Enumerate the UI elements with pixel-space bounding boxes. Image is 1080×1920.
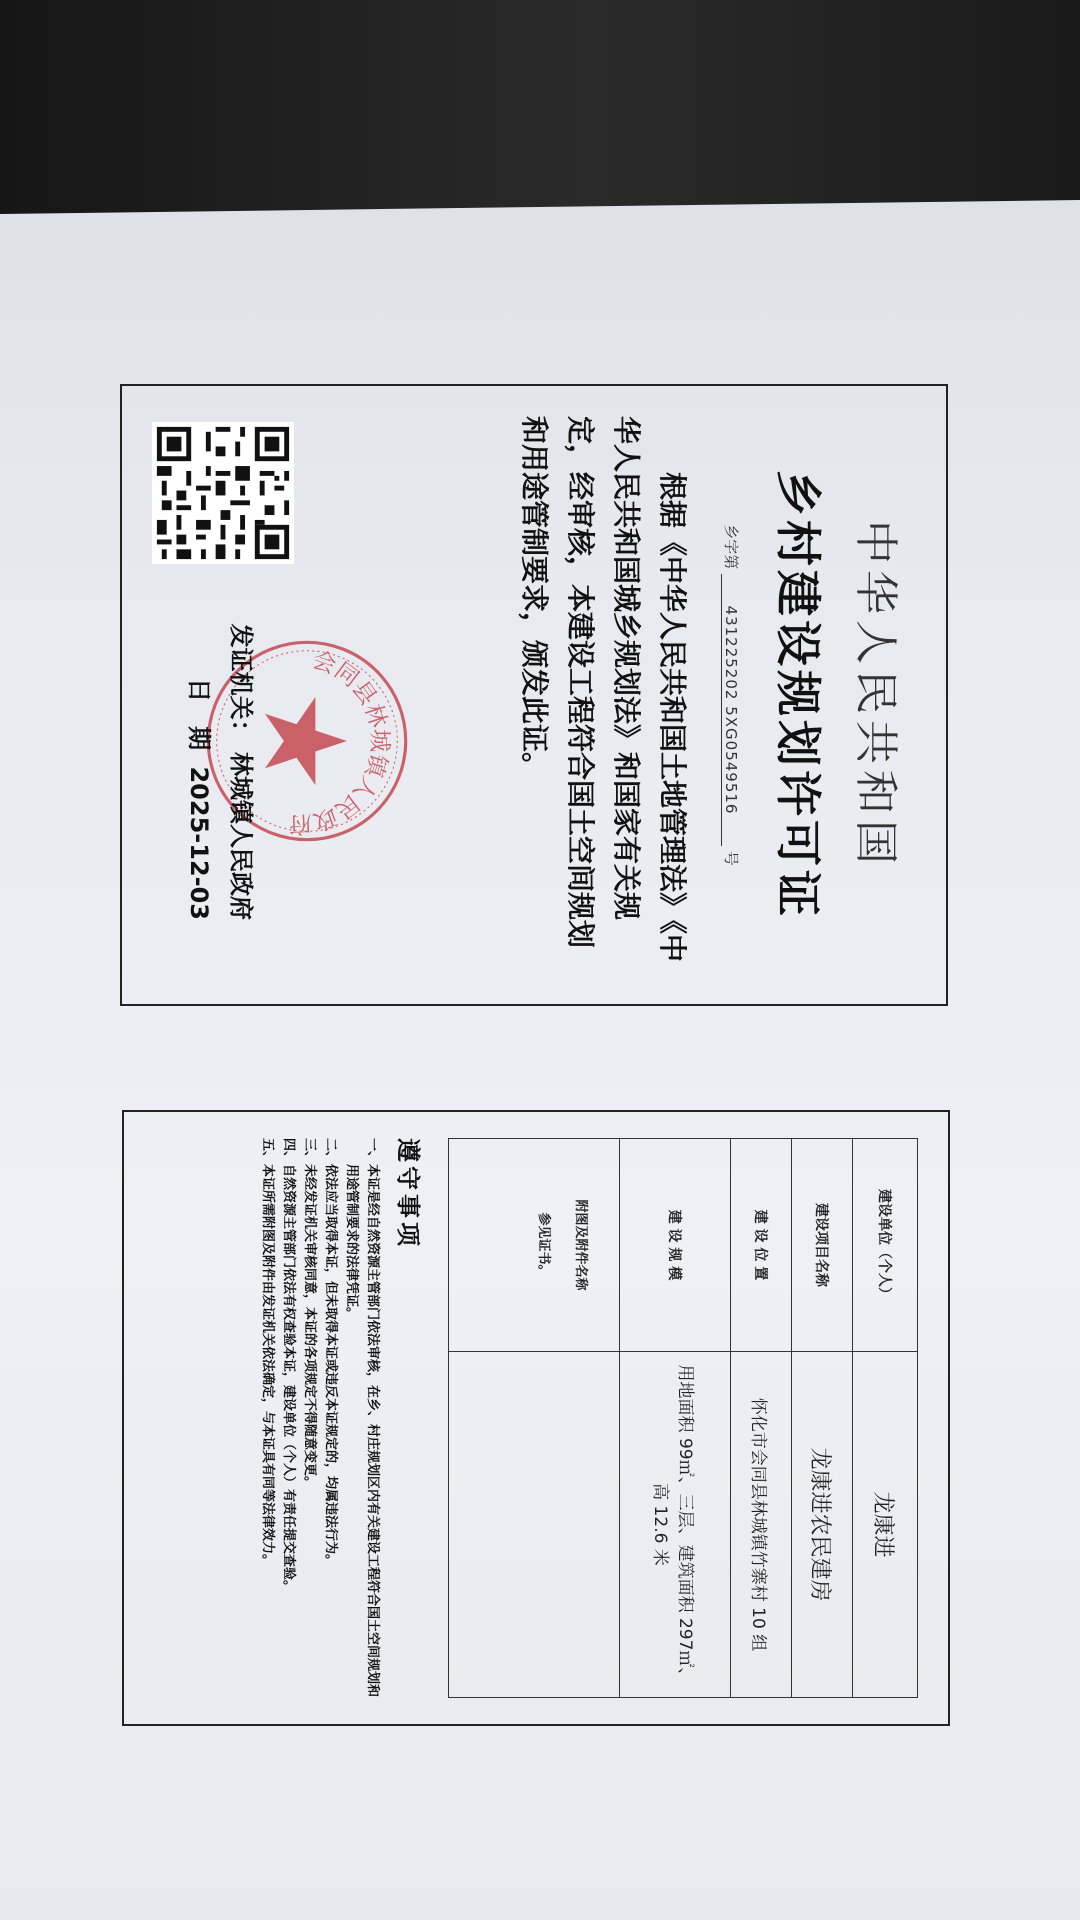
- table-row: [731, 1139, 792, 1698]
- row-value: 龙康进: [853, 1352, 918, 1698]
- list-item: 四、 自然资源主管部门依法有权查验本证，建设单位（个人）有责任提交查验。: [281, 1138, 296, 1594]
- row-label: 建设项目名称: [792, 1139, 853, 1352]
- issuer-line: 发证机关： 林城镇人民政府: [227, 623, 255, 920]
- attachments-label: 附图及附件名称: [573, 1199, 588, 1291]
- issue-date: 2025-12-03: [185, 766, 213, 920]
- list-item: 五、 本证所需附图及附件由发证机关依法确定，与本证具有同等法律效力。: [260, 1138, 275, 1568]
- permit-body-text: 根据《中华人民共和国土地管理法》《中华人民共和国城乡规划法》和国家有关规定，经审核，本建设工程符合国土空间规划和用途管制要求，颁发此证。: [518, 416, 689, 963]
- number-suffix: 号: [722, 850, 740, 866]
- permit-title: 乡村建设规划许可证: [771, 470, 825, 920]
- list-item: 三、 未经发证机关审核同意，本证的各项规定不得随意变更。: [302, 1138, 317, 1490]
- notes-list: [257, 1138, 383, 1698]
- table-row: [853, 1139, 918, 1698]
- table-row: [620, 1139, 731, 1698]
- attachments-value: [449, 1352, 620, 1698]
- row-value: 龙康进农民建房: [792, 1352, 853, 1698]
- details-content: [124, 1112, 948, 1724]
- issuer-label: 发证机关: [227, 623, 255, 720]
- number-value: 431225202 5XG0549516: [721, 574, 740, 846]
- permit-number: [721, 416, 742, 974]
- qr-code-icon: [152, 422, 294, 564]
- row-label: 建 设 规 模: [620, 1139, 731, 1352]
- date-label: 日 期: [185, 678, 213, 751]
- issue-date-line: [184, 678, 219, 920]
- issuer-name: 林城镇人民政府: [227, 752, 255, 920]
- attachments-cell: [449, 1139, 620, 1352]
- notes-title: 遵守事项: [394, 1138, 422, 1250]
- details-card: [122, 1110, 950, 1726]
- permit-card: [120, 384, 948, 1006]
- list-item: 二、 依法应当取得本证，但未取得本证或违反本证规定的，均属违法行为。: [323, 1138, 338, 1568]
- seal-text: 会同县林城镇人民政府: [288, 647, 393, 838]
- row-label: 建设单位（个人）: [853, 1139, 918, 1352]
- row-value: 怀化市会同县林城镇竹寨村 10 组: [731, 1352, 792, 1698]
- table-row: [449, 1139, 620, 1698]
- details-table: [448, 1138, 918, 1698]
- row-value: 用地面积 99㎡、三层、建筑面积 297㎡、高 12.6 米: [620, 1352, 731, 1698]
- row-label: 建 设 位 置: [731, 1139, 792, 1352]
- background-table: [0, 0, 1080, 215]
- permit-content: [122, 386, 946, 1004]
- attachments-note: 参见证书。: [536, 1212, 551, 1278]
- table-row: [792, 1139, 853, 1698]
- country-heading: 中华人民共和国: [850, 520, 901, 870]
- number-prefix: 乡字第: [722, 524, 740, 570]
- list-item: 一、 本证是经自然资源主管部门依法审核，在乡、村庄规划区内有关建设工程符合国土空间规划和用途管制要求的法律凭证。: [344, 1138, 380, 1698]
